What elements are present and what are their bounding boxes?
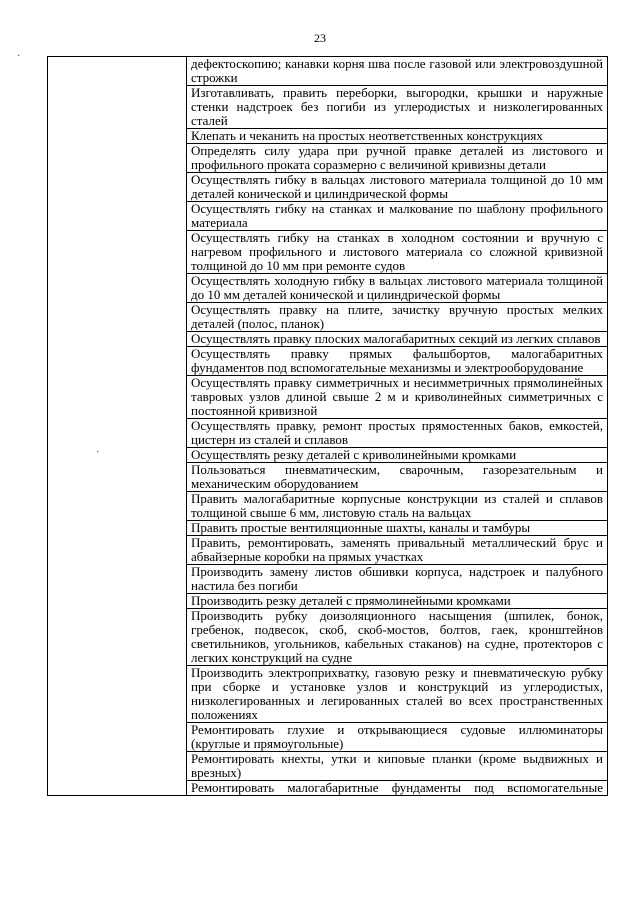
table-cell [187,231,608,274]
table-cell [187,752,608,781]
row-text: Править малогабаритные корпусные конструкции из сталей и сплавов толщиной свыше 6 мм, листовую сталь на вальцах [191,491,603,520]
empty-left-column-cell [48,57,187,796]
table-cell [187,594,608,609]
row-text: Осуществлять холодную гибку в вальцах листового материала толщиной до 10 мм деталей конической и цилиндрической формы [191,273,603,302]
row-text: Править, ремонтировать, заменять привальный металлический брус и абвайзерные коробки на прямых участках [191,535,603,564]
row-text: Определять силу удара при ручной правке деталей из листового и профильного проката соразмерно с величиной кривизны детали [191,143,603,172]
row-text: Ремонтировать глухие и открывающиеся судовые иллюминаторы (круглые и прямоугольные) [191,722,603,751]
row-text: Изготавливать, править переборки, выгородки, крышки и наружные стенки надстроек без погиби из углеродистых и низколегированных сталей [191,85,603,128]
requirements-table [47,56,608,796]
row-text: Производить рубку доизоляционного насыщения (шпилек, бонок, гребенок, подвесок, скоб, скоб-мостов, болтов, гаек, кронштейнов светильников, угольников, кабельных стаканов) на судне, протекторов с легких конструкций на судне [191,608,603,665]
table-cell [187,347,608,376]
table-cell [187,492,608,521]
row-text: Производить электроприхватку, газовую резку и пневматическую рубку при сборке и установке узлов и конструкций из углеродистых, низколегированных и легированных сталей во всех пространственных положениях [191,665,603,722]
row-text: Осуществлять правку плоских малогабаритных секций из легких сплавов [191,331,601,346]
row-text: Ремонтировать кнехты, утки и киповые планки (кроме выдвижных и врезных) [191,751,603,780]
row-text: Производить резку деталей с прямолинейными кромками [191,593,511,608]
table-cell [187,448,608,463]
table-cell [187,173,608,202]
margin-mark: · [96,447,100,458]
table-cell [187,303,608,332]
table-cell [187,57,608,86]
margin-mark: · [17,51,21,62]
row-text: Осуществлять правку прямых фальшбортов, малогабаритных фундаментов под вспомогательные механизмы и электрооборудование [191,346,603,375]
table-cell [187,781,608,796]
row-text: Осуществлять резку деталей с криволинейными кромками [191,447,517,462]
table-cell [187,609,608,666]
row-text: Ремонтировать малогабаритные фундаменты под вспомогательные [191,780,603,795]
table-cell [187,274,608,303]
table-cell [187,521,608,536]
row-text: Осуществлять гибку в вальцах листового материала толщиной до 10 мм деталей конической и цилиндрической формы [191,172,603,201]
row-text: Клепать и чеканить на простых неответственных конструкциях [191,128,543,143]
table-cell [187,202,608,231]
row-text: Пользоваться пневматическим, сварочным, газорезательным и механическим оборудованием [191,462,603,491]
table-cell [187,86,608,129]
row-text: Производить замену листов обшивки корпуса, надстроек и палубного настила без погиби [191,564,603,593]
table-cell [187,129,608,144]
table-cell [187,144,608,173]
row-text: Осуществлять гибку на станках и малкование по шаблону профильного материала [191,201,603,230]
table-cell [187,536,608,565]
table-cell [187,332,608,347]
row-text: Осуществлять правку, ремонт простых прямостенных баков, емкостей, цистерн из сталей и сплавов [191,418,603,447]
table-row [48,57,608,86]
row-text: Осуществлять правку симметричных и несимметричных прямолинейных тавровых узлов длиной свыше 2 м и криволинейных симметричных с постоянной кривизной [191,375,603,418]
row-text: Править простые вентиляционные шахты, каналы и тамбуры [191,520,531,535]
row-text: Осуществлять гибку на станках в холодном состоянии и вручную с нагревом профильного и листового материала со сложной кривизной толщиной до 10 мм при ремонте судов [191,230,603,273]
table-cell [187,723,608,752]
table-cell [187,666,608,723]
table-cell [187,463,608,492]
row-text: дефектоскопию; канавки корня шва после газовой или электровоздушной строжки [191,56,603,85]
table-cell [187,565,608,594]
table-cell [187,419,608,448]
row-text: Осуществлять правку на плите, зачистку вручную простых мелких деталей (полос, планок) [191,302,603,331]
table-cell [187,376,608,419]
page-number: 23 [314,31,326,45]
